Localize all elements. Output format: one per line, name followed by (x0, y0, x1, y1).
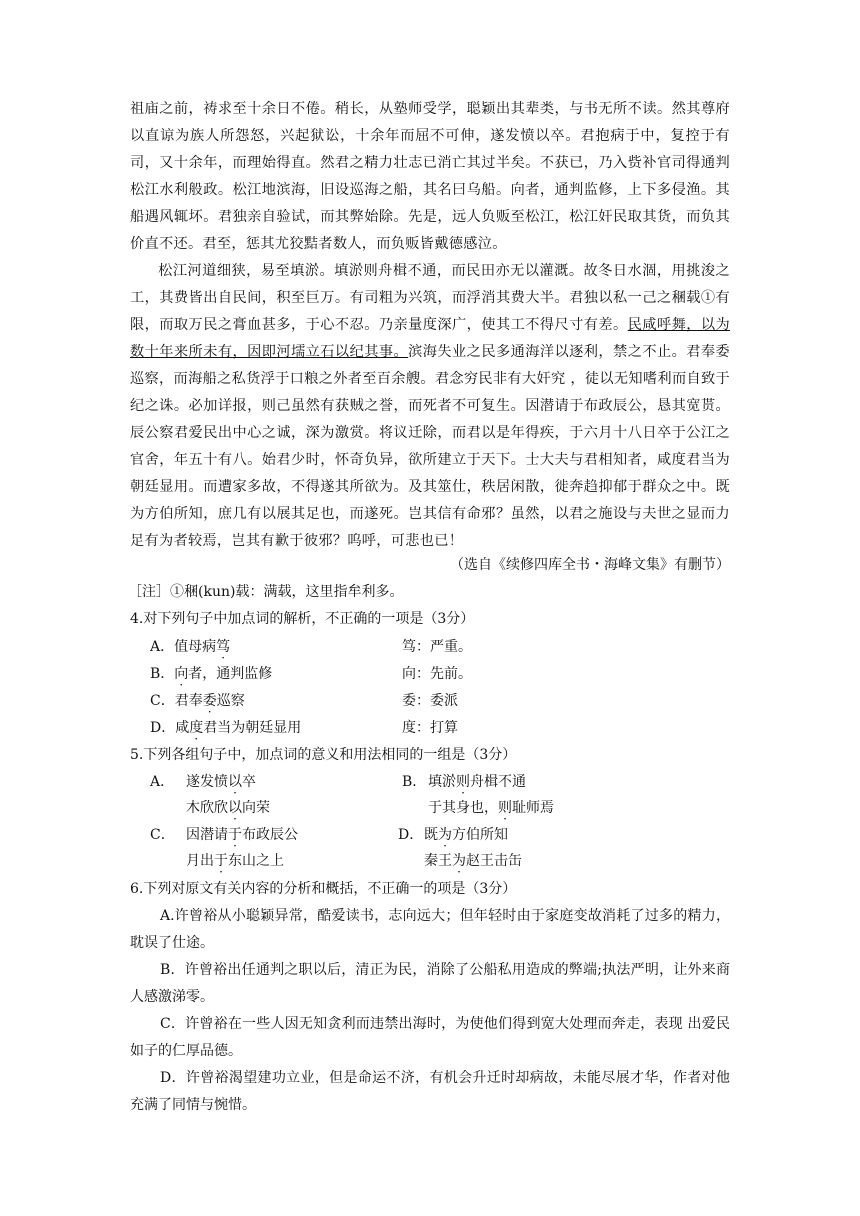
question-5-stem: 5.下列各组句子中，加点词的意义和用法相同的一组是（3分） (130, 747, 517, 763)
underlined-sentence: 民咸呼舞，以为数十年来所未有，因即河壖立石以纪其事。 (130, 317, 731, 360)
question-5-option-b-line-2: 于其身也，则耻师焉 (428, 800, 554, 816)
question-4-gloss-a: 笃：严重。 (402, 639, 472, 655)
question-5-option-a-label[interactable]: A． (150, 774, 175, 790)
question-4-stem: 4.对下列句子中加点词的解析，不正确的一项是（3分） (130, 611, 475, 627)
question-4-option-c[interactable]: C．君奉委巡察 (150, 693, 245, 709)
question-5-option-a-line-1: 遂发愤以卒 (186, 774, 256, 790)
passage-paragraph-1 (130, 96, 730, 258)
question-5-option-c-line-2: 月出于东山之上 (186, 853, 284, 869)
question-4-option-b[interactable]: B．向者，通判监修 (150, 666, 273, 682)
question-5-option-c-label[interactable]: C． (150, 827, 175, 843)
passage-text: 祖庙之前，祷求至十余日不倦。稍长，从塾师受学，聪颖出其辈类，与书无所不读。然其尊府以直谅为族人所怨怒，兴起狱讼，十余年而屈不可伸，遂发愤以卒。君抱病于中，复控于有司，又十余年，而理始得直。然君之精力壮志已消亡其过半矣。不获已，乃入赀补官司得通判松江水利般政。松江地滨海，旧设巡海之船，其名曰乌船。向者，通判监修，上下多侵渔。其船遇风辄坏。君独亲自验试，而其弊始除。先是，远人负贩至松江，松江奸民取其货，而负其价直不还。君至，惩其尤狡黠者数人，而负贩皆戴德感泣。 (130, 101, 730, 252)
passage-text: 松江河道细狭，易至填淤。填淤则舟楫不通，而民田亦无以灌溉。故冬日水涸，用挑浚之工，其费皆出自民间，积至巨万。有司粗为兴筑，而浮消其费大半。君独以私一己之稛载①有限，而取万民之膏血甚多，于心不忍。乃亲量度深广，使其工不得尺寸有差。 (130, 263, 730, 333)
question-5-option-d-line-1: 既为方伯所知 (424, 827, 508, 843)
question-5-option-d-line-2: 秦王为赵王击缶 (424, 853, 522, 869)
passage-paragraph-2 (130, 258, 730, 555)
question-6-option-c[interactable]: C．许曾裕在一些人因无知贪利而违禁出海时，为使他们得到宽大处理而奔走，表现 出爱民如子的仁厚品德。 (130, 1016, 730, 1059)
question-4-option-d[interactable]: D．咸度君当为朝廷显用 (150, 720, 302, 736)
question-5-option-d-label[interactable]: D． (398, 827, 424, 843)
question-4-gloss-d: 度：打算 (402, 720, 458, 736)
question-5-option-c-line-1: 因潜请于布政辰公 (186, 827, 298, 843)
question-4-option-a[interactable]: A．值母病笃 (150, 639, 231, 655)
question-6-option-d[interactable]: D．许曾裕渴望建功立业，但是命运不济，有机会升迁时却病故，未能尽展才华，作者对他充满了同情与惋惜。 (130, 1070, 730, 1113)
question-5-option-a-line-2: 木欣欣以向荣 (186, 800, 270, 816)
source-citation: （选自《续修四库全书・海峰文集》有删节） (450, 557, 730, 573)
question-5-option-b-line-1: 填淤则舟楫不通 (428, 774, 526, 790)
footnote: ［注］①稛(kun)载：满载，这里指牟利多。 (128, 584, 404, 600)
question-4-gloss-b: 向：先前。 (402, 666, 472, 682)
question-6-stem: 6.下列对原文有关内容的分析和概括，不正确一的项是（3分） (130, 881, 517, 897)
question-6-option-b[interactable]: B．许曾裕出任通判之职以后，清正为民，消除了公船私用造成的弊端;执法严明，让外来商人感激涕零。 (130, 962, 730, 1005)
passage-text: 滨海失业之民多通海洋以逐利，禁之不止。君奉委巡察，而海船之私货浮于口粮之外者至百余艘。君念穷民非有大奸究 ，徒以无知嗜利而自致于纪之诛。必加详报，则己虽然有获贼之誉，而死者不可复生。因潜请于布政辰公，恳其宽贳。辰公察君爱民出中心之诚，深为激赏。将议迁除，而君以是年得疾，于六月十八日卒于公江之官舍，年五十有八。始君少时，怀奇负异，欲所建立于天下。士大夫与君相知者，咸度君当为朝廷显用。而遭家多故，不得遂其所欲为。及其筮仕，秩居闲散，徙奔趋抑郁于群众之中。既为方伯所知，庶几有以展其足也，而遂死。岂其信有命邪？虽然，以君之施设与夫世之显而力足有为者较焉，岂其有歉于彼邪？呜呼，可悲也已！ (130, 344, 731, 549)
question-6-option-a[interactable]: A.许曾裕从小聪颖异常，酷爱读书，志向远大；但年轻时由于家庭变故消耗了过多的精力，耽误了仕途。 (130, 908, 730, 951)
question-4-gloss-c: 委：委派 (402, 693, 458, 709)
question-5-option-b-label[interactable]: B． (402, 774, 427, 790)
